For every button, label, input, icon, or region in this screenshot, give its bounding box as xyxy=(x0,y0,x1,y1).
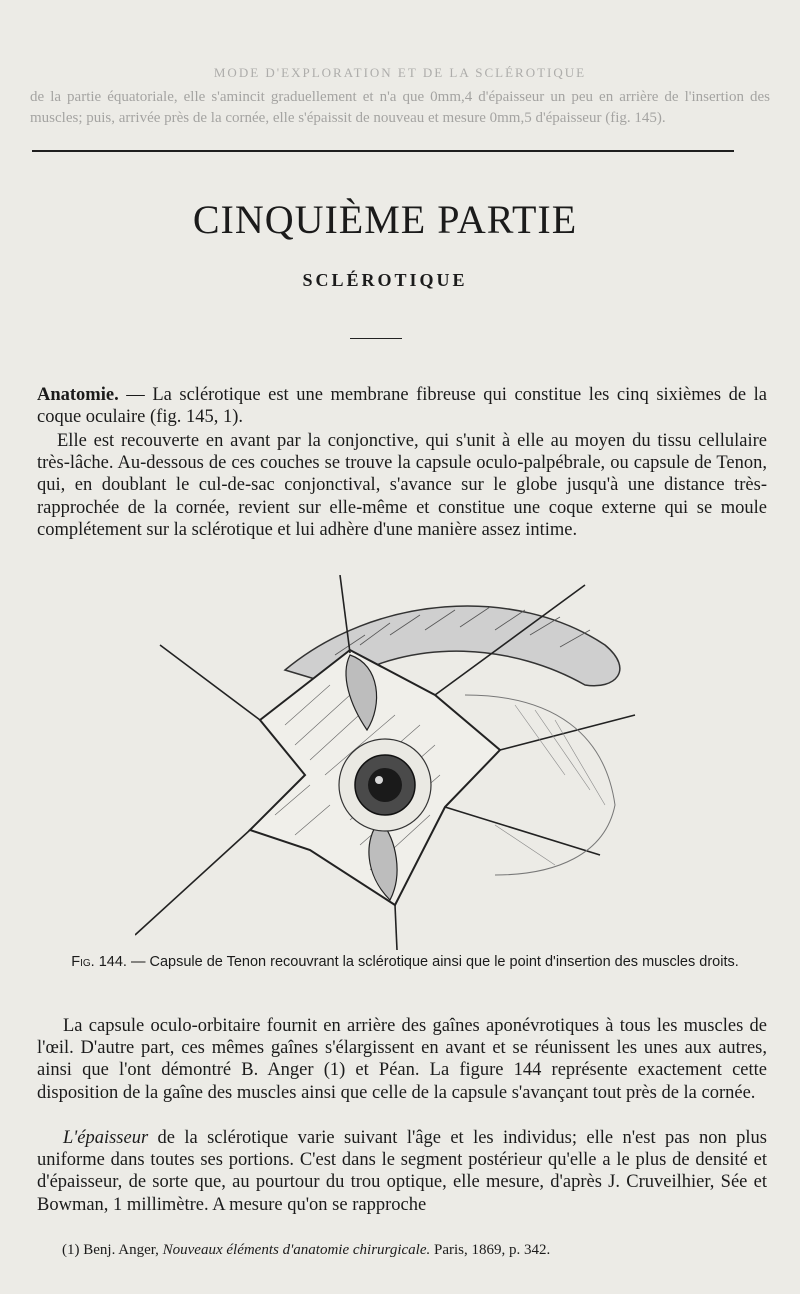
section-title: SCLÉROTIQUE xyxy=(302,270,468,290)
footnote-title: Nouveaux éléments d'anatomie chirurgicale. xyxy=(162,1242,431,1258)
figure-tenon-capsule xyxy=(135,575,755,960)
header-rule xyxy=(32,150,734,152)
footnote-prefix: (1) Benj. Anger, xyxy=(62,1242,163,1258)
paragraph-tenon: Elle est recouverte en avant par la conjonctive, qui s'unit à elle au moyen du tissu cellulaire très-lâche. Au-dessous de ces couches se trouve la capsule oculo-palpébrale, ou capsule de Tenon, qui, en doublant le cul-de-sac conjonctival, s'avance sur le globe jusqu'à une distance très-rapprochée de la cornée, revient sur elle-même et constitue une coque externe qui se moule complétement sur la sclérotique et lui adhère d'une manière assez intime. xyxy=(37,431,767,540)
paragraph-thickness xyxy=(37,1127,767,1216)
anatomy-lead: Anatomie. xyxy=(37,385,119,405)
figure-caption-text: — Capsule de Tenon recouvrant la sclérotique ainsi que le point d'insertion des muscles droits. xyxy=(126,954,739,970)
part-title: CINQUIÈME PARTIE xyxy=(192,197,578,242)
footnote-suffix: Paris, 1869, p. 342. xyxy=(430,1242,551,1258)
figure-caption xyxy=(60,952,750,972)
thickness-text: de la sclérotique varie suivant l'âge et les individus; elle n'est pas non plus uniforme dans toutes ses portions. C'est dans le segment postérieur qu'elle a le plus de densité et d'épaisseur, de sorte que, au pourtour du trou optique, elle mesure, d'après J. Cruveilhier, Sée et Bowman, 1 millimètre. A mesure qu'on se rapproche xyxy=(37,1128,767,1215)
paragraph-anatomy xyxy=(37,384,767,428)
title-divider xyxy=(350,338,402,339)
eye-illustration-icon xyxy=(135,575,755,960)
figure-label: Fig. 144. xyxy=(71,954,127,970)
bleed-through-text xyxy=(30,62,770,129)
running-head: MODE D'EXPLORATION ET DE LA SCLÉROTIQUE xyxy=(213,65,587,80)
anatomy-text: — La sclérotique est une membrane fibreuse qui constitue les cinq sixièmes de la coque oculaire (fig. 145, 1). xyxy=(37,385,767,428)
paragraph-capsule: La capsule oculo-orbitaire fournit en arrière des gaînes aponévrotiques à tous les muscles de l'œil. D'autre part, ces mêmes gaînes s'élargissent en avant et se réunissent les unes aux autres, ainsi que l'ont démontré B. Anger (1) et Péan. La figure 144 représente exactement cette disposition de la gaîne des muscles ainsi que celle de la capsule s'avançant tout près de la cornée. xyxy=(37,1016,767,1103)
thickness-emphasis: L'épaisseur xyxy=(63,1128,149,1148)
bleed-paragraph: de la partie équatoriale, elle s'amincit graduellement et n'a que 0mm,4 d'épaisseur un peu en arrière de l'insertion des muscles; puis, arrivée près de la cornée, elle s'épaissit de nouveau et mesure 0mm,5 d'épaisseur (fig. 145). xyxy=(30,89,770,126)
footnote xyxy=(62,1240,762,1260)
